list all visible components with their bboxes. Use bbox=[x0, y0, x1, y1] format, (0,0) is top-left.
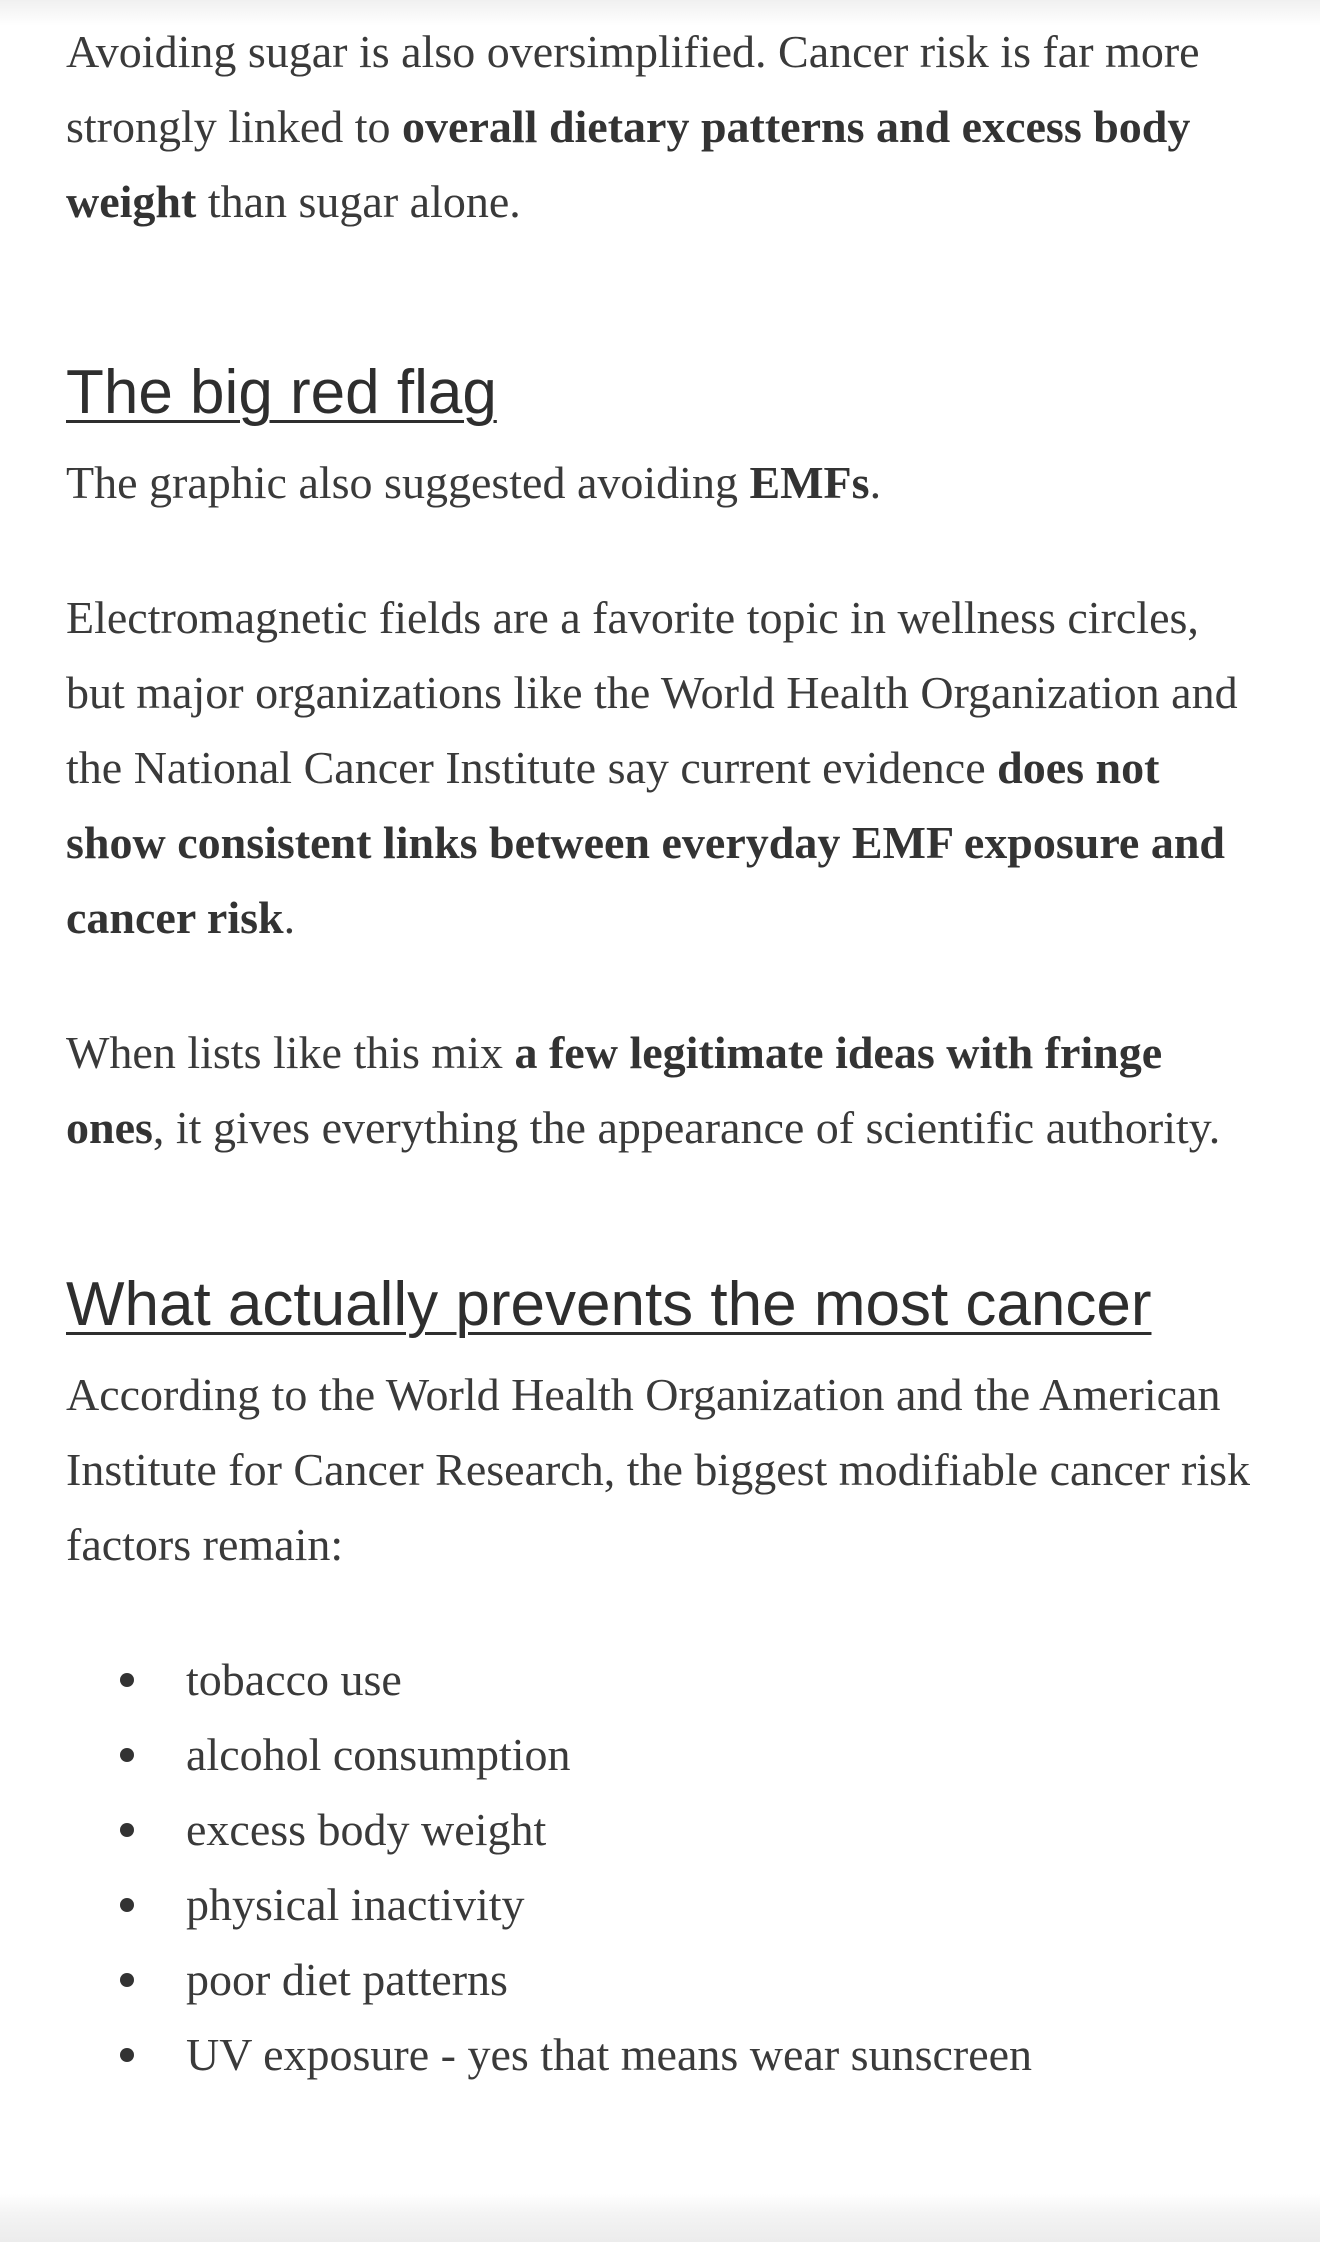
bullet-icon bbox=[120, 1973, 134, 1987]
emf-bold: EMFs bbox=[749, 457, 870, 508]
bullet-icon bbox=[120, 1898, 134, 1912]
list-item-text: tobacco use bbox=[186, 1654, 402, 1705]
heading-what-prevents-cancer: What actually prevents the most cancer bbox=[66, 1270, 1152, 1339]
legitimacy-text-end: , it gives everything the appearance of scientific authority. bbox=[152, 1102, 1221, 1153]
risk-factors-intro: According to the World Health Organization and the American Institute for Cancer Research, the biggest modifiable cancer risk factors remain: bbox=[66, 1369, 1251, 1570]
list-item-text: UV exposure - yes that means wear sunscreen bbox=[186, 2029, 1033, 2080]
sugar-text-end: than sugar alone. bbox=[196, 176, 521, 227]
bottom-toolbar-edge bbox=[0, 2194, 1320, 2242]
electromagnetic-end: . bbox=[283, 892, 296, 943]
sugar-bold-phrase: overall dietary patterns and excess body weight bbox=[66, 101, 1191, 227]
legitimacy-text-start: When lists like this mix bbox=[66, 1027, 515, 1078]
sugar-text-start: Avoiding sugar is also oversimplified. Cancer risk is far more strongly linked to bbox=[66, 26, 1200, 152]
emf-text: The graphic also suggested avoiding bbox=[66, 457, 750, 508]
list-item bbox=[120, 2017, 1266, 2092]
emf-paragraph bbox=[66, 445, 1266, 520]
bullet-icon bbox=[120, 2048, 134, 2062]
risk-factor-list bbox=[66, 1642, 1266, 2092]
list-item-text: physical inactivity bbox=[186, 1879, 525, 1930]
list-item bbox=[120, 1642, 1266, 1717]
article-body bbox=[66, 14, 1266, 2092]
list-item bbox=[120, 1867, 1266, 1942]
list-item-text: excess body weight bbox=[186, 1804, 547, 1855]
bullet-icon bbox=[120, 1748, 134, 1762]
electromagnetic-bold-phrase: does not show consistent links between everyday EMF exposure and cancer risk bbox=[66, 742, 1225, 943]
list-item bbox=[120, 1942, 1266, 2017]
list-item-text: alcohol consumption bbox=[186, 1729, 571, 1780]
legitimacy-bold-phrase: a few legitimate ideas with fringe ones bbox=[66, 1027, 1163, 1153]
list-item bbox=[120, 1792, 1266, 1867]
electromagnetic-text: Electromagnetic fields are a favorite topic in wellness circles, but major organizations like the World Health Organization and the National Cancer Institute say current evidence bbox=[66, 592, 1238, 793]
bullet-icon bbox=[120, 1673, 134, 1687]
heading-big-red-flag: The big red flag bbox=[66, 358, 497, 427]
legitimacy-paragraph bbox=[66, 1015, 1266, 1165]
sugar-paragraph bbox=[66, 14, 1266, 239]
list-item bbox=[120, 1717, 1266, 1792]
electromagnetic-paragraph bbox=[66, 580, 1266, 955]
bullet-icon bbox=[120, 1823, 134, 1837]
emf-end: . bbox=[869, 457, 882, 508]
list-item-text: poor diet patterns bbox=[186, 1954, 508, 2005]
